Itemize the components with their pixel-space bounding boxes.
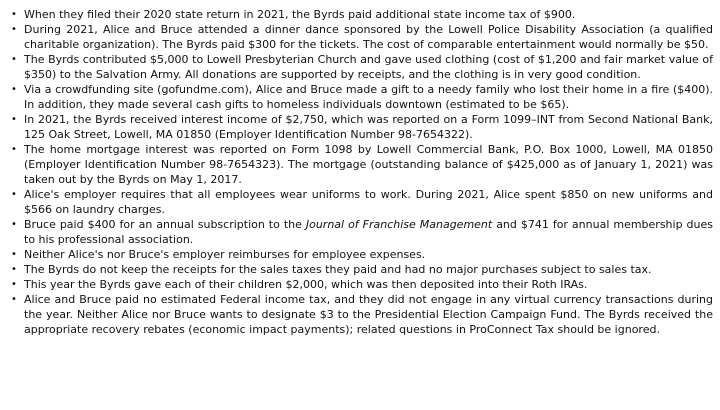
bullet-text: Via a crowdfunding site (gofundme.com), Alice and Bruce made a gift to a needy family who lost their home in a fire ($400). In addition, they made several cash gifts to homeless individuals downtown (estimated to be $65). [24,83,713,111]
bullet-item [9,7,713,22]
bullet-icon: • [11,189,17,200]
bullet-icon: • [11,279,17,290]
bullet-icon: • [11,84,17,95]
bullet-text: During 2021, Alice and Bruce attended a dinner dance sponsored by the Lowell Police Disability Association (a qualified charitable organization). The Byrds paid $300 for the tickets. The cost of comparable entertainment would normally be $50. [24,23,713,51]
bullet-icon: • [11,264,17,275]
bullet-text: Alice's employer requires that all employees wear uniforms to work. During 2021, Alice spent $850 on new uniforms and $566 on laundry charges. [24,188,713,216]
bullet-text [24,218,713,246]
bullet-icon: • [11,249,17,260]
bullet-text-segment: Bruce paid $400 for an annual subscription to the [24,218,306,231]
bullet-item [9,277,713,292]
journal-title-italic: Journal of Franchise Management [305,218,493,231]
bullet-text: The Byrds do not keep the receipts for the sales taxes they paid and had no major purchases subject to sales tax. [24,263,652,276]
bullet-item [9,187,713,217]
bullet-item [9,112,713,142]
bullet-icon: • [11,54,17,65]
bullet-icon: • [11,144,17,155]
bullet-text: When they filed their 2020 state return in 2021, the Byrds paid additional state income tax of $900. [24,8,576,21]
bullet-text: The Byrds contributed $5,000 to Lowell Presbyterian Church and gave used clothing (cost of $1,200 and fair market value of $350) to the Salvation Army. All donations are supported by receipts, and the clothing is in very good condition. [24,53,713,81]
bullet-text: Neither Alice's nor Bruce's employer reimburses for employee expenses. [24,248,426,261]
bullet-text: The home mortgage interest was reported on Form 1098 by Lowell Commercial Bank, P.O. Box 1000, Lowell, MA 01850 (Employer Identification Number 98-7654323). The mortgage (outstanding balance of $425,000 as of January 1, 2021) was taken out by the Byrds on May 1, 2017. [24,143,713,186]
bullet-text: This year the Byrds gave each of their children $2,000, which was then deposited into their Roth IRAs. [24,278,588,291]
bullet-item [9,247,713,262]
bullet-icon: • [11,219,17,230]
bullet-icon: • [11,24,17,35]
bullet-item [9,52,713,82]
bullet-item [9,82,713,112]
bullet-item [9,22,713,52]
bullet-item [9,292,713,337]
bullet-item [9,262,713,277]
bullet-list [9,7,713,337]
bullet-icon: • [11,9,17,20]
bullet-text: Alice and Bruce paid no estimated Federal income tax, and they did not engage in any virtual currency transactions during the year. Neither Alice nor Bruce wants to designate $3 to the Presidential Election Campaign Fund. The Byrds received the appropriate recovery rebates (economic impact payments); related questions in ProConnect Tax should be ignored. [24,293,713,336]
bullet-item [9,217,713,247]
bullet-text-segment: and $741 for annual membership dues to his professional association. [24,218,713,246]
bullet-item [9,142,713,187]
bullet-icon: • [11,114,17,125]
bullet-text: In 2021, the Byrds received interest income of $2,750, which was reported on a Form 1099–INT from Second National Bank, 125 Oak Street, Lowell, MA 01850 (Employer Identification Number 98-7654322). [24,113,713,141]
bullet-icon: • [11,294,17,305]
